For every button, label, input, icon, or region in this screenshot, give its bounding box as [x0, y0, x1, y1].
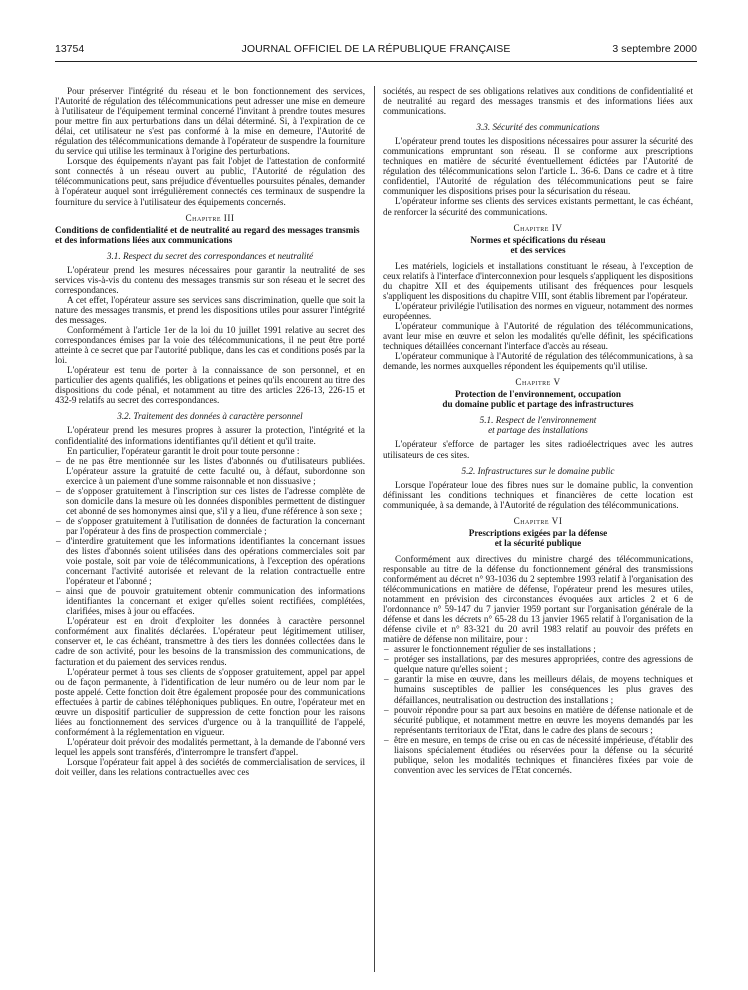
paragraph: L'opérateur s'efforce de partager les sites radioélectriques avec les autres utilisateurs de ces sites. — [383, 439, 693, 460]
section-title — [383, 415, 693, 435]
chapter-title-line: et la sécurité publique — [494, 537, 582, 548]
section-title: 3.2. Traitement des données à caractère personnel — [117, 411, 303, 422]
chapter-title — [383, 528, 693, 548]
paragraph: L'opérateur prend toutes les dispositions nécessaires pour assurer la sécurité des communications empruntant son réseau. Il se conforme aux prescriptions techniques en matière de sécurité éventuellement édictées par l'Autorité de régulation des télécommunications selon l'article L. 36-6. Dans ce cadre et à titre confidentiel, l'Autorité de régulation des télécommunications peut se faire communiquer les dispositions prises pour la sécurisation du réseau. — [383, 136, 693, 197]
paragraph: Lorsque l'opérateur fait appel à des sociétés de commercialisation de services, il doit veiller, dans les relations contractuelles avec ces — [55, 757, 365, 778]
chapter-title-line: Normes et spécifications du réseau — [470, 234, 606, 245]
paragraph: Lorsque l'opérateur loue des fibres nues sur le domaine public, la convention définissant les conditions techniques et financières de cette location est communiquée, à sa demande, à l'Autorité de régulation des télécommunications. — [383, 479, 693, 510]
defense-measures-list — [383, 644, 693, 775]
publication-date: 3 septembre 2000 — [612, 43, 697, 55]
paragraph: L'opérateur prend les mesures propres à assurer la protection, l'intégrité et la confidentialité des informations identifiantes qu'il détient et qu'il traite. — [55, 425, 365, 446]
paragraph: L'opérateur informe ses clients des services existants permettant, le cas échéant, de renforcer la sécurité des communications. — [383, 196, 693, 217]
paragraph: Conformément à l'article 1er de la loi du 10 juillet 1991 relative au secret des correspondances émises par la voie des télécommunications, il ne peut être porté atteinte à ce secret que par l'autorité publique, dans les cas et conditions posés par la loi. — [55, 325, 365, 366]
paragraph: A cet effet, l'opérateur assure ses services sans discrimination, quelle que soit la nature des messages transmis, et prend les dispositions utiles pour assurer l'intégrité des messages. — [55, 294, 365, 325]
chapter-label: Chapitre IV — [513, 222, 563, 233]
page-number: 13754 — [55, 43, 85, 55]
paragraph: L'opérateur communique à l'Autorité de régulation des télécommunications, à sa demande, les normes auxquelles répondent les équipements qu'il utilise. — [383, 351, 693, 372]
paragraph: Conformément aux directives du ministre chargé des télécommunications, responsable au titre de la défense du fonctionnement général des transmissions conformément au décret n° 93-1036 du 2 septembre 1993 relatif à l'organisation des télécommunications en matière de défense, l'opérateur prend les mesures utiles, notamment en prévision des circonstances évoquées aux articles 2 et 6 de l'ordonnance n° 59-147 du 7 janvier 1959 portant sur l'organisation générale de la défense et dans les décrets n° 65-28 du 13 janvier 1965 relatif à l'organisation de la défense civile et n° 83-321 du 20 avril 1983 relatif au pouvoir des préfets en matière de défense non militaire, pour : — [383, 553, 693, 645]
list-item: – de s'opposer gratuitement à l'utilisation de données de facturation la concernant par l'opérateur à des fins de prospection commerciale ; — [55, 516, 365, 536]
section-title: 3.3. Sécurité des communications — [476, 122, 600, 133]
paragraph: L'opérateur privilégie l'utilisation des normes en vigueur, notamment des normes européennes. — [383, 300, 693, 321]
chapter-label: Chapitre III — [185, 212, 235, 223]
chapter-title-line: Prescriptions exigées par la défense — [468, 527, 608, 538]
paragraph: Lorsque des équipements n'ayant pas fait l'objet de l'attestation de conformité sont connectés à un réseau ouvert au public, l'Autorité de régulation des télécommunications peut, sans préjudice d'éventuelles poursuites pénales, demander à l'opérateur auquel sont irrégulièrement connectés ces terminaux de suspendre la fourniture du service à l'utilisateur des équipements concernés. — [55, 156, 365, 207]
paragraph: L'opérateur communique à l'Autorité de régulation des télécommunications, avant leur mise en œuvre et selon les modalités qu'elle définit, les spécifications techniques détaillées concernant l'interface d'accès au réseau. — [383, 320, 693, 352]
chapter-label: Chapitre VI — [513, 515, 563, 526]
paragraph: L'opérateur est en droit d'exploiter les données à caractère personnel conformément aux finalités déclarées. L'opérateur peut légitimement utiliser, conserver et, le cas échéant, transmettre à des tiers les données collectées dans le cadre de son activité, pour les besoins de la transmission des communications, de facturation et du paiement des services rendus. — [55, 616, 365, 667]
list-item: – de ne pas être mentionnée sur les listes d'abonnés ou d'utilisateurs publiées. L'opérateur assure la gratuité de cette faculté ou, à défaut, subordonne son exercice à un paiement d'une somme raisonnable et non dissuasive ; — [55, 456, 365, 486]
chapter-title — [383, 235, 693, 255]
chapter-title-line: et des services — [510, 244, 566, 255]
left-column — [55, 86, 365, 986]
header-rule — [55, 61, 697, 62]
list-item: – protéger ses installations, par des mesures appropriées, contre des agressions de quelque nature qu'elles soient ; — [383, 654, 693, 674]
list-item: – d'interdire gratuitement que les informations identifiantes la concernant issues des listes d'abonnés soient utilisées dans des opérations commerciales soit par voie postale, soit par voie de télécommunications, à l'exception des opérations concernant l'activité autorisée et relevant de la relation contractuelle entre l'opérateur et l'abonné ; — [55, 536, 365, 586]
paragraph: L'opérateur prend les mesures nécessaires pour garantir la neutralité de ses services vis-à-vis du contenu des messages transmis sur son réseau et le secret des correspondances. — [55, 264, 365, 295]
journal-title: JOURNAL OFFICIEL DE LA RÉPUBLIQUE FRANÇAISE — [241, 43, 511, 55]
chapter-title-line: du domaine public et partage des infrastructures — [442, 399, 634, 410]
list-item: – assurer le fonctionnement régulier de ses installations ; — [383, 644, 693, 654]
right-column — [383, 86, 693, 986]
page-header — [55, 43, 697, 59]
chapter-title: Conditions de confidentialité et de neutralité au regard des messages transmis et des informations liées aux communications — [55, 224, 360, 245]
list-item: – garantir la mise en œuvre, dans les meilleurs délais, de moyens techniques et humains susceptibles de pallier les conséquences les plus graves des défaillances, neutralisation ou destruction des installations ; — [383, 674, 693, 704]
paragraph: sociétés, au respect de ses obligations relatives aux conditions de confidentialité et de neutralité au regard des messages transmis et des informations liées aux communications. — [383, 86, 693, 117]
paragraph: L'opérateur doit prévoir des modalités permettant, à la demande de l'abonné vers lequel les appels sont transférés, d'interrompre le transfert d'appel. — [55, 736, 365, 757]
chapter-title-line: Protection de l'environnement, occupation — [454, 389, 622, 400]
paragraph: Les matériels, logiciels et installations constituant le réseau, à l'exception de ceux relatifs à l'interface d'interconnexion pour lesquels s'appliquent les dispositions du chapitre XII et des équipements utilisant des fréquences pour lesquels s'appliquent les dispositions du chapitre VIII, sont établis librement par l'opérateur. — [383, 260, 693, 301]
list-item: – ainsi que de pouvoir gratuitement obtenir communication des informations identifiantes la concernant et exiger qu'elles soient rectifiées, complétées, clarifiées, mises à jour ou effacées. — [55, 586, 365, 616]
list-item: – de s'opposer gratuitement à l'inscription sur ces listes de l'adresse complète de son domicile dans la mesure où les données disponibles permettent de distinguer cet abonné de ses homonymes ainsi que, s'il y a lieu, d'une référence à son sexe ; — [55, 486, 365, 516]
section-title: 3.1. Respect du secret des correspondances et neutralité — [106, 250, 314, 261]
section-title-line: 5.1. Respect de l'environnement — [479, 415, 597, 426]
section-title: 5.2. Infrastructures sur le domaine public — [461, 465, 615, 476]
column-separator — [374, 86, 375, 972]
list-item: – pouvoir répondre pour sa part aux besoins en matière de défense nationale et de sécurité publique, et notamment mettre en œuvre les moyens demandés par les représentants territoriaux de l'Etat, dans le cadre des plans de secours ; — [383, 705, 693, 735]
chapter-title — [383, 389, 693, 409]
paragraph: Pour préserver l'intégrité du réseau et le bon fonctionnement des services, l'Autorité de régulation des télécommunications peut adresser une mise en demeure à l'utilisateur de l'équipement terminal concerné l'invitant à prendre toutes mesures pour mettre fin aux perturbations dans un délai déterminé. Si, à l'expiration de ce délai, cet utilisateur ne s'est pas conformé à la mise en demeure, l'Autorité de régulation des télécommunications demande à l'opérateur de suspendre la fourniture du service qui utilise les terminaux à l'origine des perturbations. — [55, 86, 365, 157]
section-title-line: et partage des installations — [488, 425, 588, 436]
rights-list — [55, 456, 365, 617]
paragraph: L'opérateur est tenu de porter à la connaissance de son personnel, et en particulier des agents qualifiés, les obligations et peines qu'ils encourent au titre des dispositions du code pénal, et notamment au titre des articles 226-13, 226-15 et 432-9 relatifs au secret des correspondances. — [55, 365, 365, 406]
list-item: – être en mesure, en temps de crise ou en cas de nécessité impérieuse, d'établir des liaisons spécialement étudiées ou réservées pour la défense ou la sécurité publique, selon les modalités techniques et financières fixées par voie de convention avec les services de l'Etat concernés. — [383, 735, 693, 775]
paragraph: En particulier, l'opérateur garantit le droit pour toute personne : — [67, 445, 300, 456]
paragraph: L'opérateur permet à tous ses clients de s'opposer gratuitement, appel par appel ou de façon permanente, à l'identification de leur numéro ou de leur nom par le poste appelé. Cette fonction doit être également proposée pour des communications effectuées à partir de cabines téléphoniques publiques. En outre, l'opérateur met en œuvre un dispositif particulier de suppression de cette fonction pour les raisons liées au fonctionnement des services d'urgence ou à la tranquillité de l'appelé, conformément à la réglementation en vigueur. — [55, 666, 365, 737]
chapter-label: Chapitre V — [515, 377, 561, 388]
